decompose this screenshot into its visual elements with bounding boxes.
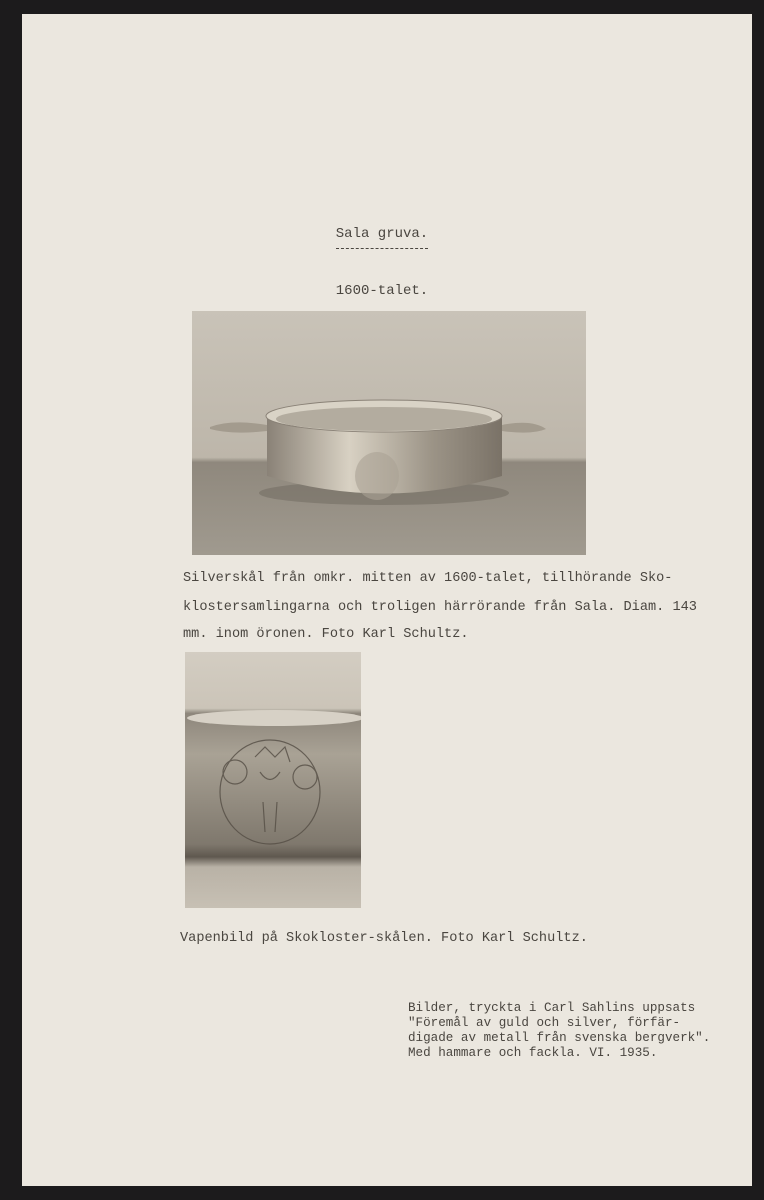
note-line: digade av metall från svenska bergverk". <box>408 1031 711 1045</box>
caption-coat-of-arms: Vapenbild på Skokloster-skålen. Foto Karl Schultz. <box>180 931 588 946</box>
engraving-illustration <box>185 652 361 908</box>
title-text: Sala gruva. <box>336 226 428 249</box>
photo-silver-bowl <box>192 311 586 555</box>
note-line: Bilder, tryckta i Carl Sahlins uppsats <box>408 1001 696 1015</box>
period-label: 1600-talet. <box>335 283 429 299</box>
caption-line: mm. inom öronen. Foto Karl Schultz. <box>183 627 469 642</box>
bowl-illustration <box>192 311 586 555</box>
caption-line: klostersamlingarna och troligen härrörande från Sala. Diam. 143 <box>183 600 697 615</box>
caption-line: Silverskål från omkr. mitten av 1600-talet, tillhörande Sko- <box>183 571 673 586</box>
note-line: Med hammare och fackla. VI. 1935. <box>408 1046 658 1060</box>
photo-coat-of-arms <box>185 652 361 908</box>
page-title <box>0 226 764 242</box>
note-line: "Föremål av guld och silver, förfär- <box>408 1016 681 1030</box>
